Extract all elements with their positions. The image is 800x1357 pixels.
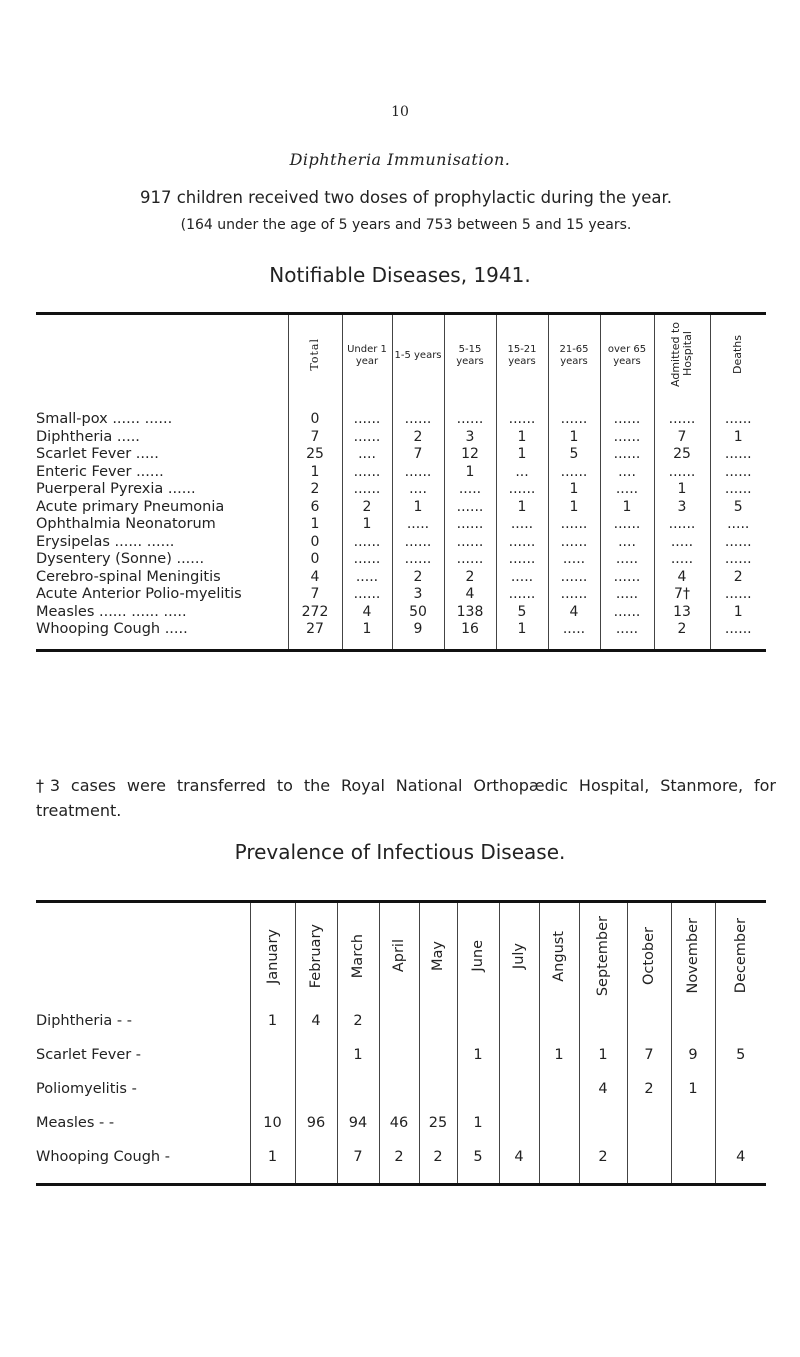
table-cell: 7 — [392, 446, 444, 464]
table-cell: 138 — [444, 604, 496, 622]
table-cell: 1 — [392, 499, 444, 517]
table-cell: ..... — [600, 621, 654, 651]
table-row — [36, 604, 766, 622]
table-cell: 1 — [710, 429, 766, 447]
table-cell — [671, 1149, 715, 1185]
table-cell: ...... — [710, 411, 766, 429]
table-cell — [250, 1047, 295, 1081]
table-cell: ...... — [548, 464, 600, 482]
table-row — [36, 621, 766, 651]
table-cell — [539, 1081, 579, 1115]
table-cell: ...... — [496, 411, 548, 429]
header-month: October — [627, 902, 671, 1014]
table-cell: 7 — [654, 429, 710, 447]
row-label: Puerperal Pyrexia ...... — [36, 481, 196, 497]
table-cell: ...... — [710, 586, 766, 604]
row-label: Scarlet Fever - — [36, 1047, 142, 1063]
table-cell: 1 — [342, 516, 392, 534]
header-month: May — [419, 902, 457, 1014]
table-cell: ..... — [600, 586, 654, 604]
table-cell: 3 — [444, 429, 496, 447]
table-cell: .... — [342, 446, 392, 464]
table-cell: 2 — [342, 499, 392, 517]
table-cell: 0 — [288, 534, 342, 552]
table-cell — [295, 1149, 337, 1185]
table-cell: 1 — [457, 1047, 499, 1081]
row-label: Diphtheria ..... — [36, 428, 140, 445]
table-cell: ...... — [548, 411, 600, 429]
immunisation-title: Diphtheria Immunisation. — [289, 150, 511, 169]
table-cell: 27 — [288, 621, 342, 651]
table-row — [36, 464, 766, 482]
table-cell — [539, 1115, 579, 1149]
table-cell: ..... — [710, 516, 766, 534]
row-label: Dysentery (Sonne) ...... — [36, 551, 205, 567]
row-label: Whooping Cough ..... — [36, 621, 188, 637]
table-cell — [671, 1013, 715, 1047]
table-cell: 9 — [392, 621, 444, 651]
table-cell: 1 — [671, 1081, 715, 1115]
table-cell: 4 — [499, 1149, 539, 1185]
table-row — [36, 446, 766, 464]
table-row — [36, 534, 766, 552]
table-cell: 7 — [627, 1047, 671, 1081]
table-row — [36, 411, 766, 429]
table-cell: 1 — [600, 499, 654, 517]
table-cell — [539, 1149, 579, 1185]
table-cell: 4 — [548, 604, 600, 622]
table-cell: 25 — [419, 1115, 457, 1149]
table-cell: ...... — [654, 464, 710, 482]
table-cell: ...... — [710, 551, 766, 569]
table-cell: ...... — [710, 621, 766, 651]
table-cell: ...... — [710, 464, 766, 482]
table-cell: ...... — [342, 411, 392, 429]
table-cell: 5 — [710, 499, 766, 517]
table-cell — [715, 1081, 766, 1115]
table-cell: ...... — [600, 429, 654, 447]
table-cell: 0 — [288, 411, 342, 429]
row-label: Enteric Fever ...... — [36, 463, 164, 480]
table-cell: 46 — [379, 1115, 419, 1149]
table-cell: 4 — [295, 1013, 337, 1047]
table-cell: ... — [496, 464, 548, 482]
table-cell: 1 — [457, 1115, 499, 1149]
immunisation-line-1: 917 children received two doses of prophylactic during the year. — [140, 188, 672, 207]
table-cell: 1 — [548, 499, 600, 517]
row-label: Measles ...... ...... ..... — [36, 603, 187, 620]
table-row — [36, 586, 766, 604]
table-cell: ...... — [392, 464, 444, 482]
table-cell: 2 — [654, 621, 710, 651]
table-cell — [457, 1081, 499, 1115]
header-21-65: 21-65 years — [548, 314, 600, 398]
table-cell — [379, 1081, 419, 1115]
table-cell: 1 — [710, 604, 766, 622]
table-cell: ...... — [654, 516, 710, 534]
table-cell: 1 — [288, 516, 342, 534]
header-total: Total — [288, 314, 342, 398]
table-cell — [499, 1047, 539, 1081]
table-cell: ..... — [392, 516, 444, 534]
table-cell: 1 — [342, 621, 392, 651]
row-label: Acute primary Pneumonia — [36, 498, 225, 515]
table-cell: 16 — [444, 621, 496, 651]
table-cell: 1 — [337, 1047, 379, 1081]
table-cell: 1 — [496, 621, 548, 651]
header-blank — [36, 902, 250, 1014]
table-cell: ...... — [710, 534, 766, 552]
table-cell: ..... — [548, 621, 600, 651]
table-cell: 1 — [654, 481, 710, 499]
table-cell: 1 — [496, 446, 548, 464]
table-row — [36, 1115, 766, 1149]
table-row — [36, 1081, 766, 1115]
table-cell: 3 — [392, 586, 444, 604]
table-cell: 1 — [496, 499, 548, 517]
table-cell: 25 — [288, 446, 342, 464]
row-label: Whooping Cough - — [36, 1149, 170, 1165]
row-label: Cerebro-spinal Meningitis — [36, 568, 221, 585]
table-cell: 12 — [444, 446, 496, 464]
table-cell: ...... — [548, 534, 600, 552]
header-5-15: 5-15 years — [444, 314, 496, 398]
table-cell: 2 — [710, 569, 766, 587]
table-cell — [627, 1115, 671, 1149]
table-cell: ..... — [444, 481, 496, 499]
table-cell: ...... — [444, 499, 496, 517]
header-month: June — [457, 902, 499, 1014]
table-cell: 1 — [548, 429, 600, 447]
table-cell: 4 — [444, 586, 496, 604]
table-cell: ...... — [548, 569, 600, 587]
table-cell: ...... — [548, 516, 600, 534]
table-cell: ...... — [392, 534, 444, 552]
table-cell — [499, 1115, 539, 1149]
table-cell: ...... — [496, 586, 548, 604]
header-admitted: Admitted to Hospital — [654, 314, 710, 398]
header-month: December — [715, 902, 766, 1014]
table-cell: 2 — [392, 429, 444, 447]
table-cell: 4 — [288, 569, 342, 587]
table-cell — [379, 1013, 419, 1047]
table-cell — [671, 1115, 715, 1149]
header-under-1: Under 1 year — [342, 314, 392, 398]
table-cell: ...... — [496, 481, 548, 499]
page-number: 10 — [391, 104, 409, 120]
table-cell: 2 — [579, 1149, 627, 1185]
table-cell: ...... — [496, 534, 548, 552]
table-cell — [499, 1081, 539, 1115]
notifiable-title: Notifiable Diseases, 1941. — [269, 263, 531, 287]
table-cell: 0 — [288, 551, 342, 569]
header-deaths: Deaths — [710, 314, 766, 398]
table-cell: 5 — [457, 1149, 499, 1185]
table-cell: 4 — [579, 1081, 627, 1115]
table-cell: ...... — [444, 411, 496, 429]
table-row — [36, 1047, 766, 1081]
row-label: Ophthalmia Neonatorum — [36, 516, 216, 532]
table-cell — [295, 1047, 337, 1081]
header-1-5: 1-5 years — [392, 314, 444, 398]
table-cell: 10 — [250, 1115, 295, 1149]
table-cell: 1 — [579, 1047, 627, 1081]
header-blank — [36, 314, 288, 398]
table-cell: 13 — [654, 604, 710, 622]
table-cell: 2 — [392, 569, 444, 587]
table-cell: 1 — [250, 1013, 295, 1047]
table-row — [36, 569, 766, 587]
table-cell: ...... — [600, 604, 654, 622]
table-cell: ...... — [342, 551, 392, 569]
table-cell: 272 — [288, 604, 342, 622]
table-cell: ...... — [710, 446, 766, 464]
table-cell: 7 — [288, 429, 342, 447]
table-cell: 2 — [444, 569, 496, 587]
table-cell: ..... — [342, 569, 392, 587]
table-cell: ...... — [600, 516, 654, 534]
table-cell: 2 — [337, 1013, 379, 1047]
table-cell: ..... — [496, 569, 548, 587]
table-row — [36, 429, 766, 447]
row-label: Scarlet Fever ..... — [36, 446, 159, 462]
table-cell: ...... — [444, 516, 496, 534]
table-cell: ...... — [342, 534, 392, 552]
table-cell: 4 — [342, 604, 392, 622]
row-label: Erysipelas ...... ...... — [36, 533, 175, 550]
row-label: Small-pox ...... ...... — [36, 411, 173, 427]
table-cell: 7 — [288, 586, 342, 604]
table-cell: 5 — [496, 604, 548, 622]
table-cell: 25 — [654, 446, 710, 464]
footnote: †3 cases were transferred to the Royal National Orthopædic Hospital, Stanmore, for treatment. — [36, 776, 776, 820]
table-cell: ..... — [548, 551, 600, 569]
table-cell: 6 — [288, 499, 342, 517]
table-cell — [579, 1013, 627, 1047]
table-cell: 2 — [627, 1081, 671, 1115]
table-cell — [419, 1047, 457, 1081]
table-cell — [627, 1149, 671, 1185]
table-cell: ...... — [600, 411, 654, 429]
row-label: Acute Anterior Polio-myelitis — [36, 586, 242, 602]
table-cell — [499, 1013, 539, 1047]
table-cell: 96 — [295, 1115, 337, 1149]
table-cell: 50 — [392, 604, 444, 622]
table-cell — [419, 1081, 457, 1115]
prevalence-title: Prevalence of Infectious Disease. — [234, 840, 566, 864]
table-row — [36, 1013, 766, 1047]
header-over-65: over 65 years — [600, 314, 654, 398]
table-cell: ...... — [342, 481, 392, 499]
table-cell: 4 — [654, 569, 710, 587]
header-month: November — [671, 902, 715, 1014]
table-cell: .... — [600, 534, 654, 552]
row-label: Diphtheria - - — [36, 1013, 132, 1029]
table-cell — [579, 1115, 627, 1149]
table-cell: 1 — [548, 481, 600, 499]
table-row — [36, 499, 766, 517]
table-cell — [419, 1013, 457, 1047]
table-row — [36, 516, 766, 534]
header-month: July — [499, 902, 539, 1014]
header-month: April — [379, 902, 419, 1014]
header-month: January — [250, 902, 295, 1014]
header-month: March — [337, 902, 379, 1014]
table-cell: ...... — [444, 534, 496, 552]
table-cell — [539, 1013, 579, 1047]
table-cell — [295, 1081, 337, 1115]
table-cell: .... — [392, 481, 444, 499]
table-cell — [627, 1013, 671, 1047]
table-cell: ...... — [496, 551, 548, 569]
table-cell: 4 — [715, 1149, 766, 1185]
table-cell: ..... — [654, 534, 710, 552]
notifiable-diseases-table — [36, 312, 766, 652]
table-row — [36, 551, 766, 569]
table-cell — [337, 1081, 379, 1115]
table-cell — [250, 1081, 295, 1115]
table-cell: ...... — [548, 586, 600, 604]
row-label: Measles - - — [36, 1115, 115, 1131]
table-cell: ...... — [444, 551, 496, 569]
table-cell: ...... — [392, 411, 444, 429]
table-cell: ...... — [342, 429, 392, 447]
header-15-21: 15-21 years — [496, 314, 548, 398]
table-cell: 1 — [288, 464, 342, 482]
table-cell: 5 — [548, 446, 600, 464]
table-cell: .... — [600, 464, 654, 482]
table-cell: 2 — [379, 1149, 419, 1185]
table-cell: ...... — [600, 446, 654, 464]
table-cell: 1 — [250, 1149, 295, 1185]
row-label: Poliomyelitis - — [36, 1081, 137, 1097]
table-cell: ...... — [342, 586, 392, 604]
table-cell: 5 — [715, 1047, 766, 1081]
table-cell: 1 — [444, 464, 496, 482]
table-cell: ...... — [392, 551, 444, 569]
table-cell: 9 — [671, 1047, 715, 1081]
table-cell — [715, 1013, 766, 1047]
table-cell: ..... — [600, 481, 654, 499]
table-cell: ...... — [654, 411, 710, 429]
immunisation-line-2: (164 under the age of 5 years and 753 between 5 and 15 years. — [180, 217, 632, 233]
table-cell: ...... — [710, 481, 766, 499]
table-cell: ...... — [342, 464, 392, 482]
header-month: Angust — [539, 902, 579, 1014]
prevalence-table — [36, 900, 766, 1186]
table-cell: ..... — [496, 516, 548, 534]
table-row — [36, 481, 766, 499]
table-cell: 94 — [337, 1115, 379, 1149]
header-month: September — [579, 902, 627, 1014]
table-row — [36, 1149, 766, 1185]
table-cell: 2 — [288, 481, 342, 499]
table-cell: 3 — [654, 499, 710, 517]
table-cell — [457, 1013, 499, 1047]
table-cell: ...... — [600, 569, 654, 587]
table-cell: ..... — [654, 551, 710, 569]
table-cell: 7† — [654, 586, 710, 604]
table-cell: 1 — [496, 429, 548, 447]
table-cell: 2 — [419, 1149, 457, 1185]
table-cell — [715, 1115, 766, 1149]
table-cell: 1 — [539, 1047, 579, 1081]
table-cell — [379, 1047, 419, 1081]
table-cell: 7 — [337, 1149, 379, 1185]
header-month: February — [295, 902, 337, 1014]
table-cell: ..... — [600, 551, 654, 569]
